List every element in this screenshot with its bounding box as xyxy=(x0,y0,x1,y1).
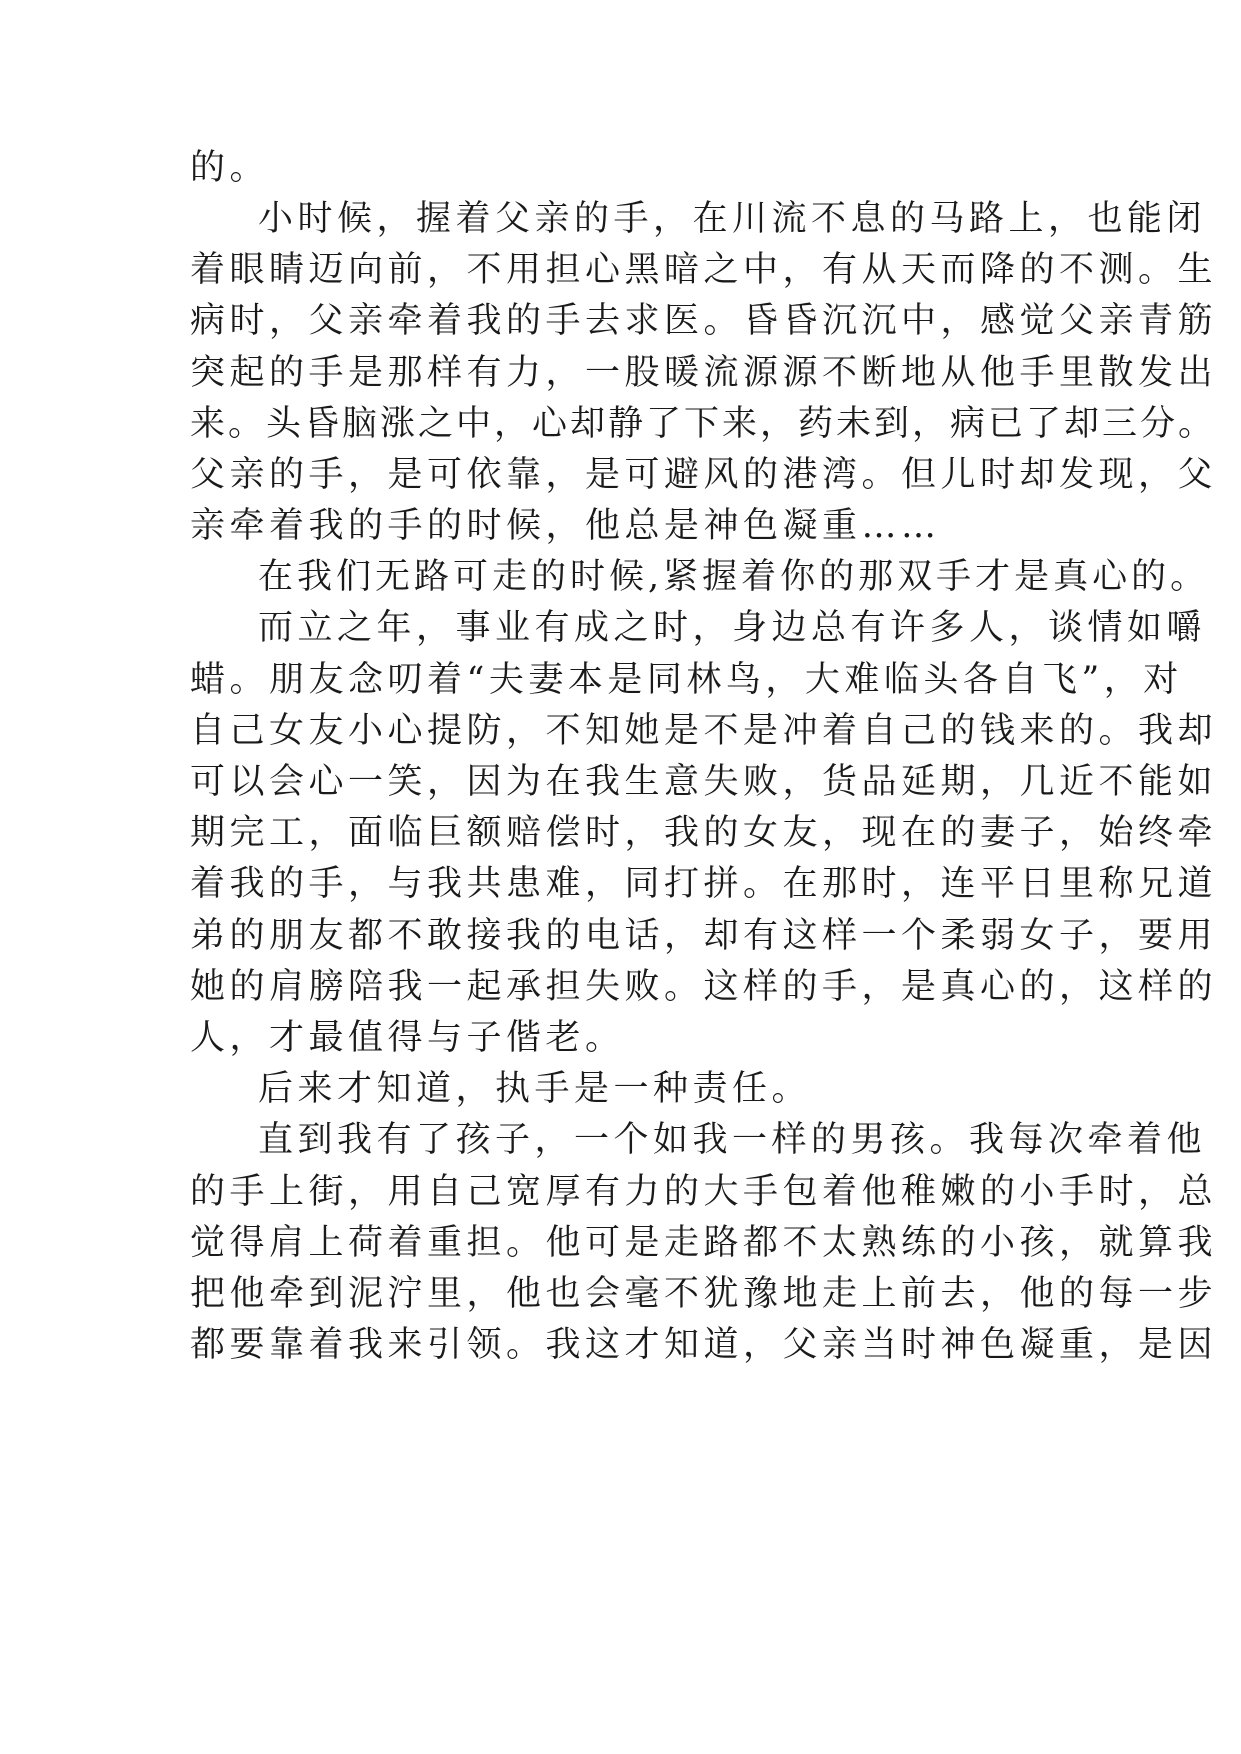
text-line: 期完工，面临巨额赔偿时，我的女友，现在的妻子，始终牵 xyxy=(190,813,1218,853)
text-line: 自己女友小心提防，不知她是不是冲着自己的钱来的。我却 xyxy=(190,711,1218,751)
text-line: 人，才最值得与子偕老。 xyxy=(190,1018,625,1058)
text-line: 直到我有了孩子，一个如我一样的男孩。我每次牵着他 xyxy=(258,1120,1207,1160)
text-line: 病时，父亲牵着我的手去求医。昏昏沉沉中，感觉父亲青筋 xyxy=(190,301,1218,341)
text-line: 蜡。朋友念叨着“夫妻本是同林鸟，大难临头各自飞”，对 xyxy=(190,660,1183,700)
text-line: 后来才知道，执手是一种责任。 xyxy=(258,1069,812,1109)
text-line: 在我们无路可走的时候,紧握着你的那双手才是真心的。 xyxy=(258,557,1210,597)
text-line: 着我的手，与我共患难，同打拼。在那时，连平日里称兄道 xyxy=(190,864,1218,904)
text-line: 把他牵到泥泞里，他也会毫不犹豫地走上前去，他的每一步 xyxy=(190,1274,1218,1314)
text-line: 可以会心一笑，因为在我生意失败，货品延期，几近不能如 xyxy=(190,762,1218,802)
text-line: 觉得肩上荷着重担。他可是走路都不太熟练的小孩，就算我 xyxy=(190,1223,1218,1263)
text-line: 着眼睛迈向前，不用担心黑暗之中，有从天而降的不测。生 xyxy=(190,250,1218,290)
text-line: 突起的手是那样有力，一股暖流源源不断地从他手里散发出 xyxy=(190,353,1218,393)
text-line: 亲牵着我的手的时候，他总是神色凝重…… xyxy=(190,506,941,546)
text-line: 而立之年，事业有成之时，身边总有许多人，谈情如嚼 xyxy=(258,608,1207,648)
text-line: 她的肩膀陪我一起承担失败。这样的手，是真心的，这样的 xyxy=(190,967,1218,1007)
text-line: 父亲的手，是可依靠，是可避风的港湾。但儿时却发现，父 xyxy=(190,455,1218,495)
text-line: 的。 xyxy=(190,148,270,188)
text-line: 小时候，握着父亲的手，在川流不息的马路上，也能闭 xyxy=(258,199,1207,239)
text-line: 都要靠着我来引领。我这才知道，父亲当时神色凝重，是因 xyxy=(190,1325,1218,1365)
text-line: 弟的朋友都不敢接我的电话，却有这样一个柔弱女子，要用 xyxy=(190,916,1218,956)
text-line: 来。头昏脑涨之中，心却静了下来，药未到，病已了却三分。 xyxy=(190,404,1217,444)
text-line: 的手上街，用自己宽厚有力的大手包着他稚嫩的小手时，总 xyxy=(190,1172,1218,1212)
